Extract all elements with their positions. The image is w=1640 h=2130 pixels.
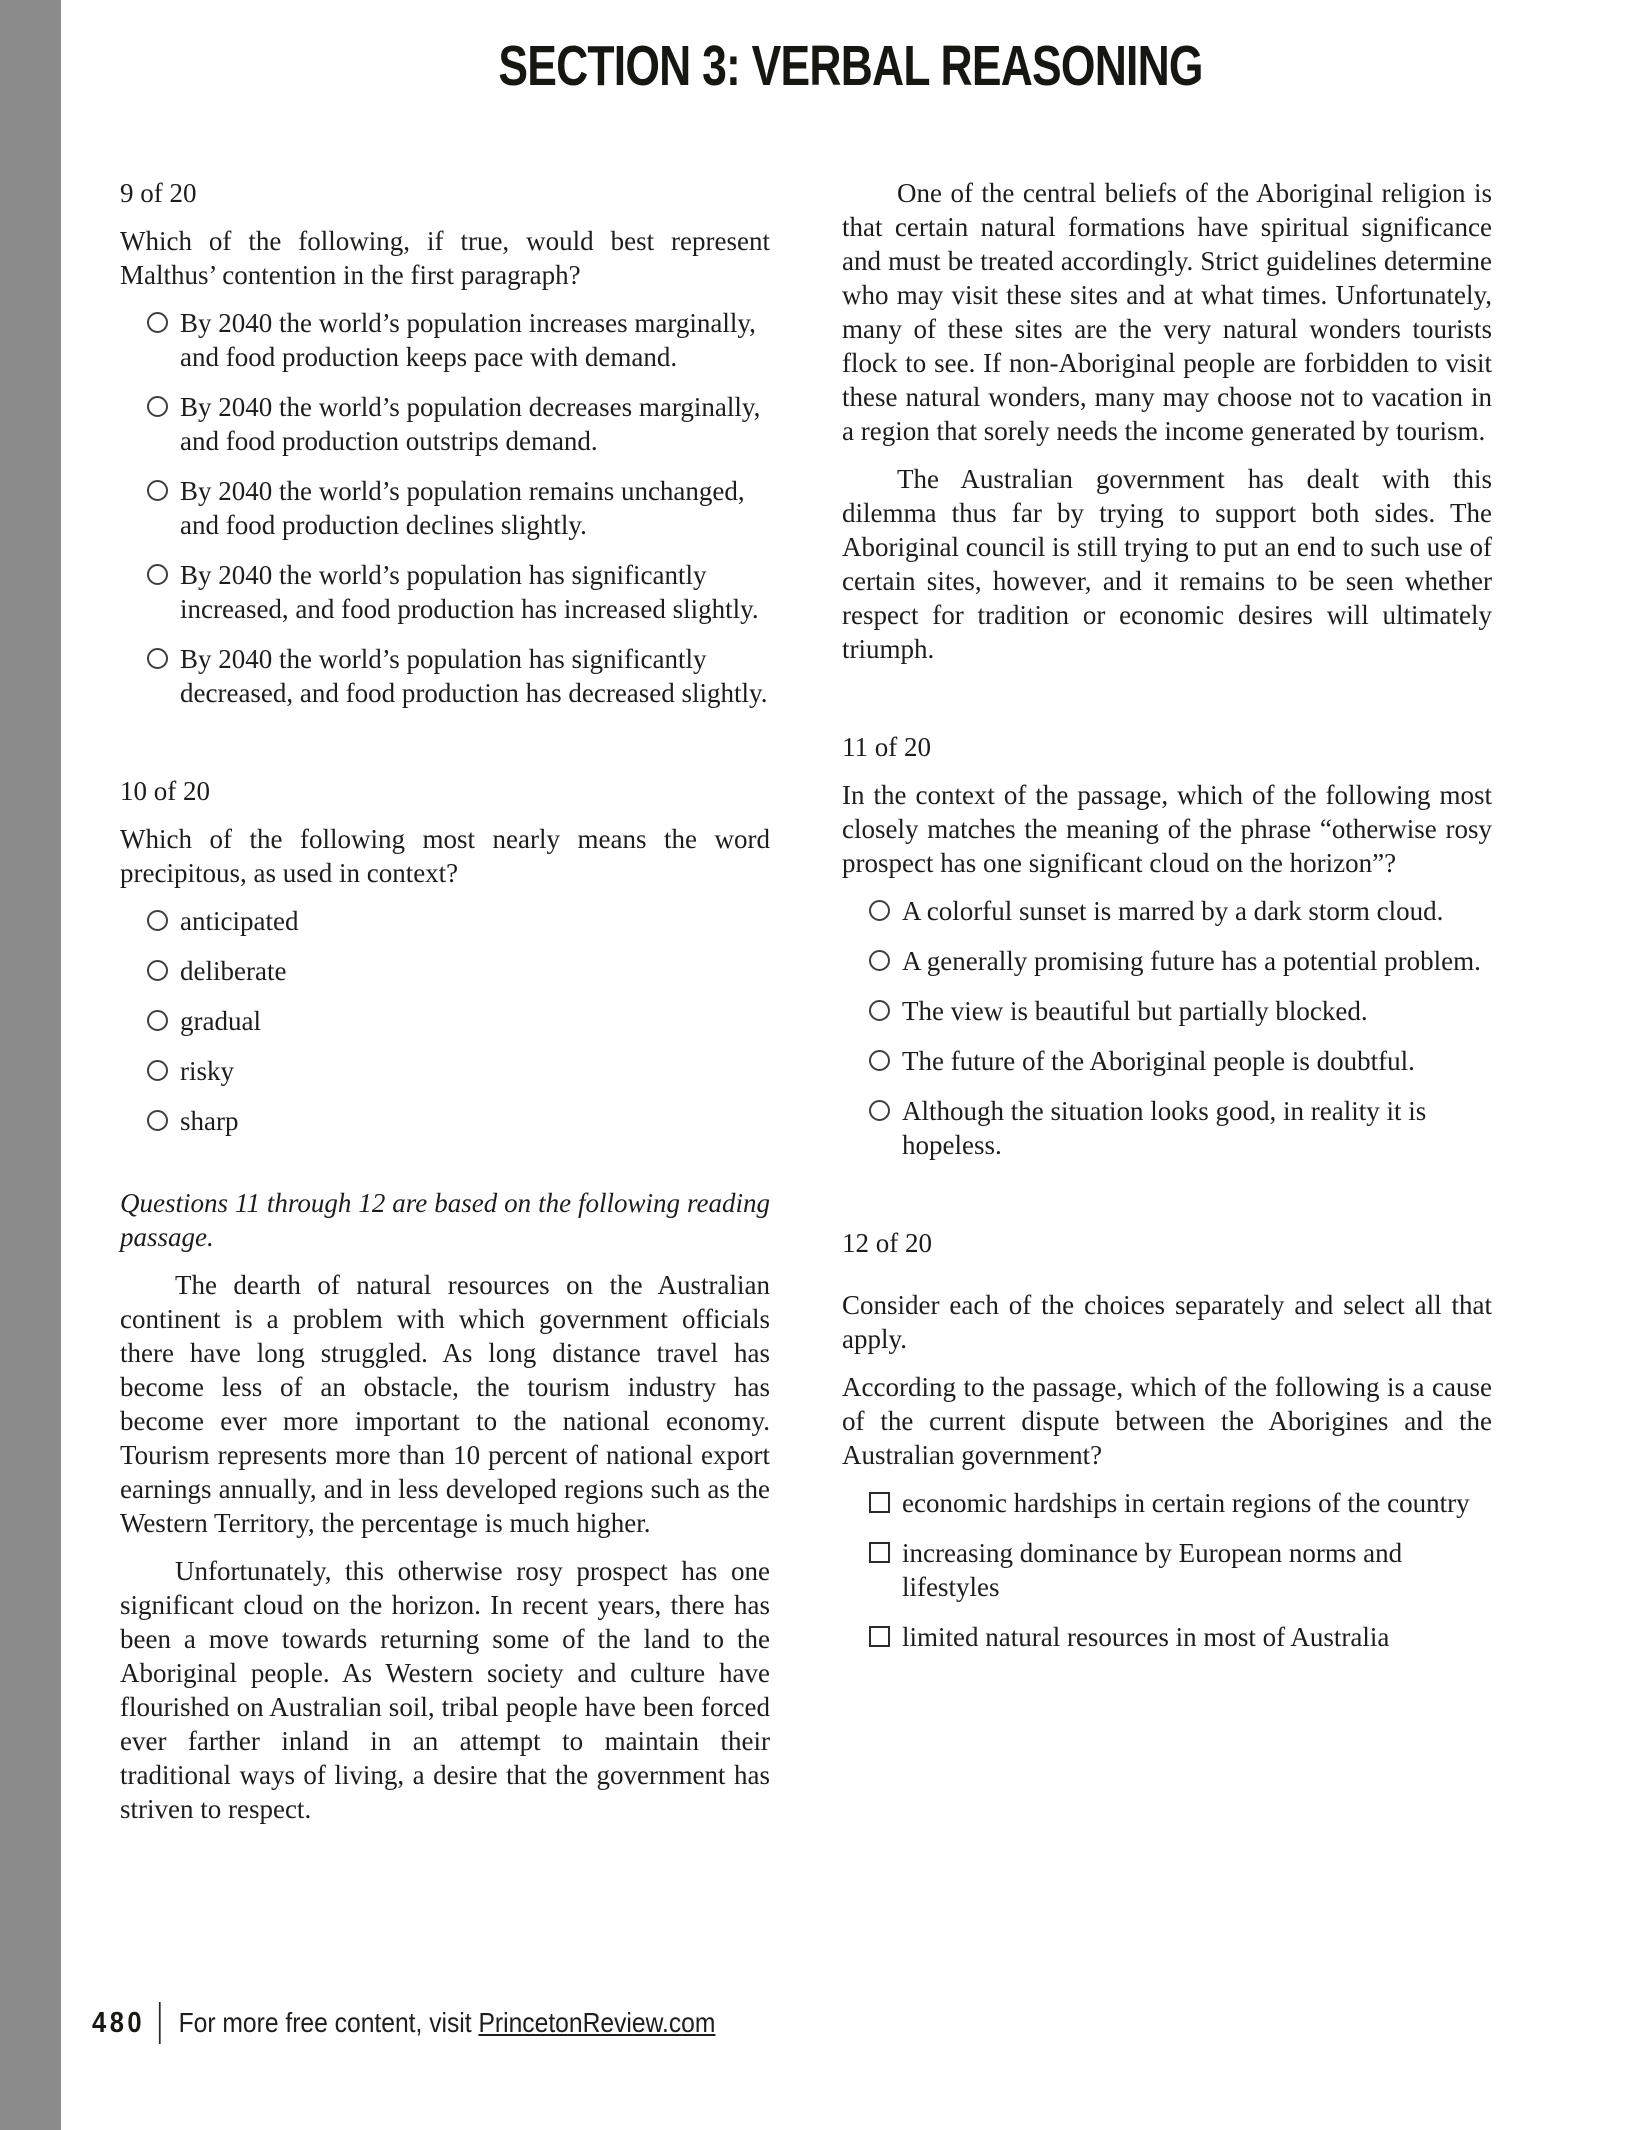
answer-option[interactable] — [120, 558, 770, 626]
passage-paragraph: The dearth of natural resources on the Australian continent is a problem with which government officials there have long struggled. As long distance travel has become less of an obstacle, the tourism industry has become ever more important to the national economy. Tourism represents more than 10 percent of national export earnings annually, and in less developed regions such as the Western Territory, the percentage is much higher. — [120, 1270, 770, 1538]
option-label: anticipated — [180, 906, 299, 936]
radio-icon[interactable] — [869, 1050, 890, 1071]
answer-option[interactable] — [120, 1054, 770, 1088]
question-number-10: 10 of 20 — [120, 776, 210, 806]
passage-paragraph: Unfortunately, this otherwise rosy prospect has one significant cloud on the horizon. In recent years, there has been a move towards returning some of the land to the Aboriginal people. As Western society and culture have flourished on Australian soil, tribal people have been forced ever farther inland in an attempt to maintain their traditional ways of living, a desire that the government has striven to respect. — [120, 1556, 770, 1824]
radio-icon[interactable] — [147, 396, 168, 417]
option-label: By 2040 the world’s population increases marginally, and food production keeps pace with demand. — [180, 308, 756, 372]
answer-option[interactable] — [120, 390, 770, 458]
page-edge-bar — [0, 0, 61, 2130]
answer-option[interactable] — [842, 894, 1492, 928]
radio-icon[interactable] — [147, 312, 168, 333]
question-12-instruction: Consider each of the choices separately and select all that apply. — [842, 1290, 1492, 1354]
radio-icon[interactable] — [147, 1060, 168, 1081]
page-title: SECTION 3: VERBAL REASONING — [498, 34, 1203, 98]
option-label: sharp — [180, 1106, 239, 1136]
radio-icon[interactable] — [869, 950, 890, 971]
question-12-stem: According to the passage, which of the following is a cause of the current dispute between the Aborigines and the Australian government? — [842, 1372, 1492, 1470]
passage-paragraph: The Australian government has dealt with this dilemma thus far by trying to support both sides. The Aboriginal council is still trying to put an end to such use of certain sites, however, and it remains to be seen whether respect for tradition or economic desires will ultimately triumph. — [842, 464, 1492, 664]
princeton-review-link[interactable]: PrincetonReview.com — [478, 2007, 716, 2038]
radio-icon[interactable] — [869, 1100, 890, 1121]
answer-option[interactable] — [120, 642, 770, 710]
radio-icon[interactable] — [869, 900, 890, 921]
option-label: risky — [180, 1056, 234, 1086]
option-label: A generally promising future has a potential problem. — [902, 946, 1481, 976]
section-header — [61, 0, 1640, 96]
question-number-11: 11 of 20 — [842, 732, 931, 762]
radio-icon[interactable] — [147, 910, 168, 931]
passage-intro-note: Questions 11 through 12 are based on the following reading passage. — [120, 1188, 770, 1252]
question-11-options — [842, 894, 1492, 1162]
question-9-options — [120, 306, 770, 710]
option-label: limited natural resources in most of Australia — [902, 1622, 1390, 1652]
option-label: By 2040 the world’s population decreases marginally, and food production outstrips demand. — [180, 392, 761, 456]
option-label: Although the situation looks good, in reality it is hopeless. — [902, 1096, 1427, 1160]
footer-divider — [159, 2002, 161, 2044]
answer-option[interactable] — [842, 994, 1492, 1028]
passage-paragraph: One of the central beliefs of the Aboriginal religion is that certain natural formations have spiritual significance and must be treated accordingly. Strict guidelines determine who may visit these sites and at what times. Unfortunately, many of these sites are the very natural wonders tourists flock to see. If non-Aboriginal people are forbidden to visit these natural wonders, many may choose not to vacation in a region that sorely needs the income generated by tourism. — [842, 178, 1492, 446]
answer-option[interactable] — [842, 1094, 1492, 1162]
option-label: The view is beautiful but partially blocked. — [902, 996, 1368, 1026]
answer-option[interactable] — [120, 904, 770, 938]
answer-option[interactable] — [120, 954, 770, 988]
answer-option[interactable] — [842, 1620, 1492, 1654]
option-label: By 2040 the world’s population has significantly increased, and food production has increased slightly. — [180, 560, 759, 624]
answer-option[interactable] — [120, 474, 770, 542]
page-number: 480 — [92, 2006, 146, 2039]
question-number-9: 9 of 20 — [120, 178, 197, 208]
question-9-stem: Which of the following, if true, would best represent Malthus’ contention in the first paragraph? — [120, 226, 770, 290]
checkbox-icon[interactable] — [869, 1626, 890, 1647]
option-label: By 2040 the world’s population remains unchanged, and food production declines slightly. — [180, 476, 745, 540]
option-label: The future of the Aboriginal people is doubtful. — [902, 1046, 1415, 1076]
answer-option[interactable] — [120, 306, 770, 374]
right-column — [842, 176, 1492, 1826]
radio-icon[interactable] — [869, 1000, 890, 1021]
footer-text-prefix: For more free content, visit — [178, 2007, 479, 2038]
answer-option[interactable] — [842, 1486, 1492, 1520]
answer-option[interactable] — [842, 944, 1492, 978]
checkbox-icon[interactable] — [869, 1542, 890, 1563]
footer-text — [179, 2007, 716, 2039]
question-10-stem: Which of the following most nearly means the word precipitous, as used in context? — [120, 824, 770, 888]
option-label: gradual — [180, 1006, 261, 1036]
answer-option[interactable] — [120, 1104, 770, 1138]
page-footer — [92, 2002, 715, 2044]
question-number-12: 12 of 20 — [842, 1228, 932, 1258]
radio-icon[interactable] — [147, 1110, 168, 1131]
question-10-options — [120, 904, 770, 1138]
radio-icon[interactable] — [147, 960, 168, 981]
reading-passage-part-2 — [842, 176, 1492, 666]
option-label: A colorful sunset is marred by a dark storm cloud. — [902, 896, 1444, 926]
checkbox-icon[interactable] — [869, 1492, 890, 1513]
left-column — [120, 176, 770, 1826]
option-label: deliberate — [180, 956, 287, 986]
answer-option[interactable] — [842, 1536, 1492, 1604]
radio-icon[interactable] — [147, 648, 168, 669]
answer-option[interactable] — [842, 1044, 1492, 1078]
radio-icon[interactable] — [147, 1010, 168, 1031]
reading-passage-part-1 — [120, 1268, 770, 1826]
option-label: economic hardships in certain regions of the country — [902, 1488, 1470, 1518]
question-12-options — [842, 1486, 1492, 1654]
option-label: increasing dominance by European norms and lifestyles — [902, 1538, 1403, 1602]
question-11-stem: In the context of the passage, which of the following most closely matches the meaning of the phrase “otherwise rosy prospect has one significant cloud on the horizon”? — [842, 780, 1492, 878]
answer-option[interactable] — [120, 1004, 770, 1038]
option-label: By 2040 the world’s population has significantly decreased, and food production has decreased slightly. — [180, 644, 768, 708]
radio-icon[interactable] — [147, 480, 168, 501]
radio-icon[interactable] — [147, 564, 168, 585]
two-column-layout — [120, 176, 1492, 1826]
